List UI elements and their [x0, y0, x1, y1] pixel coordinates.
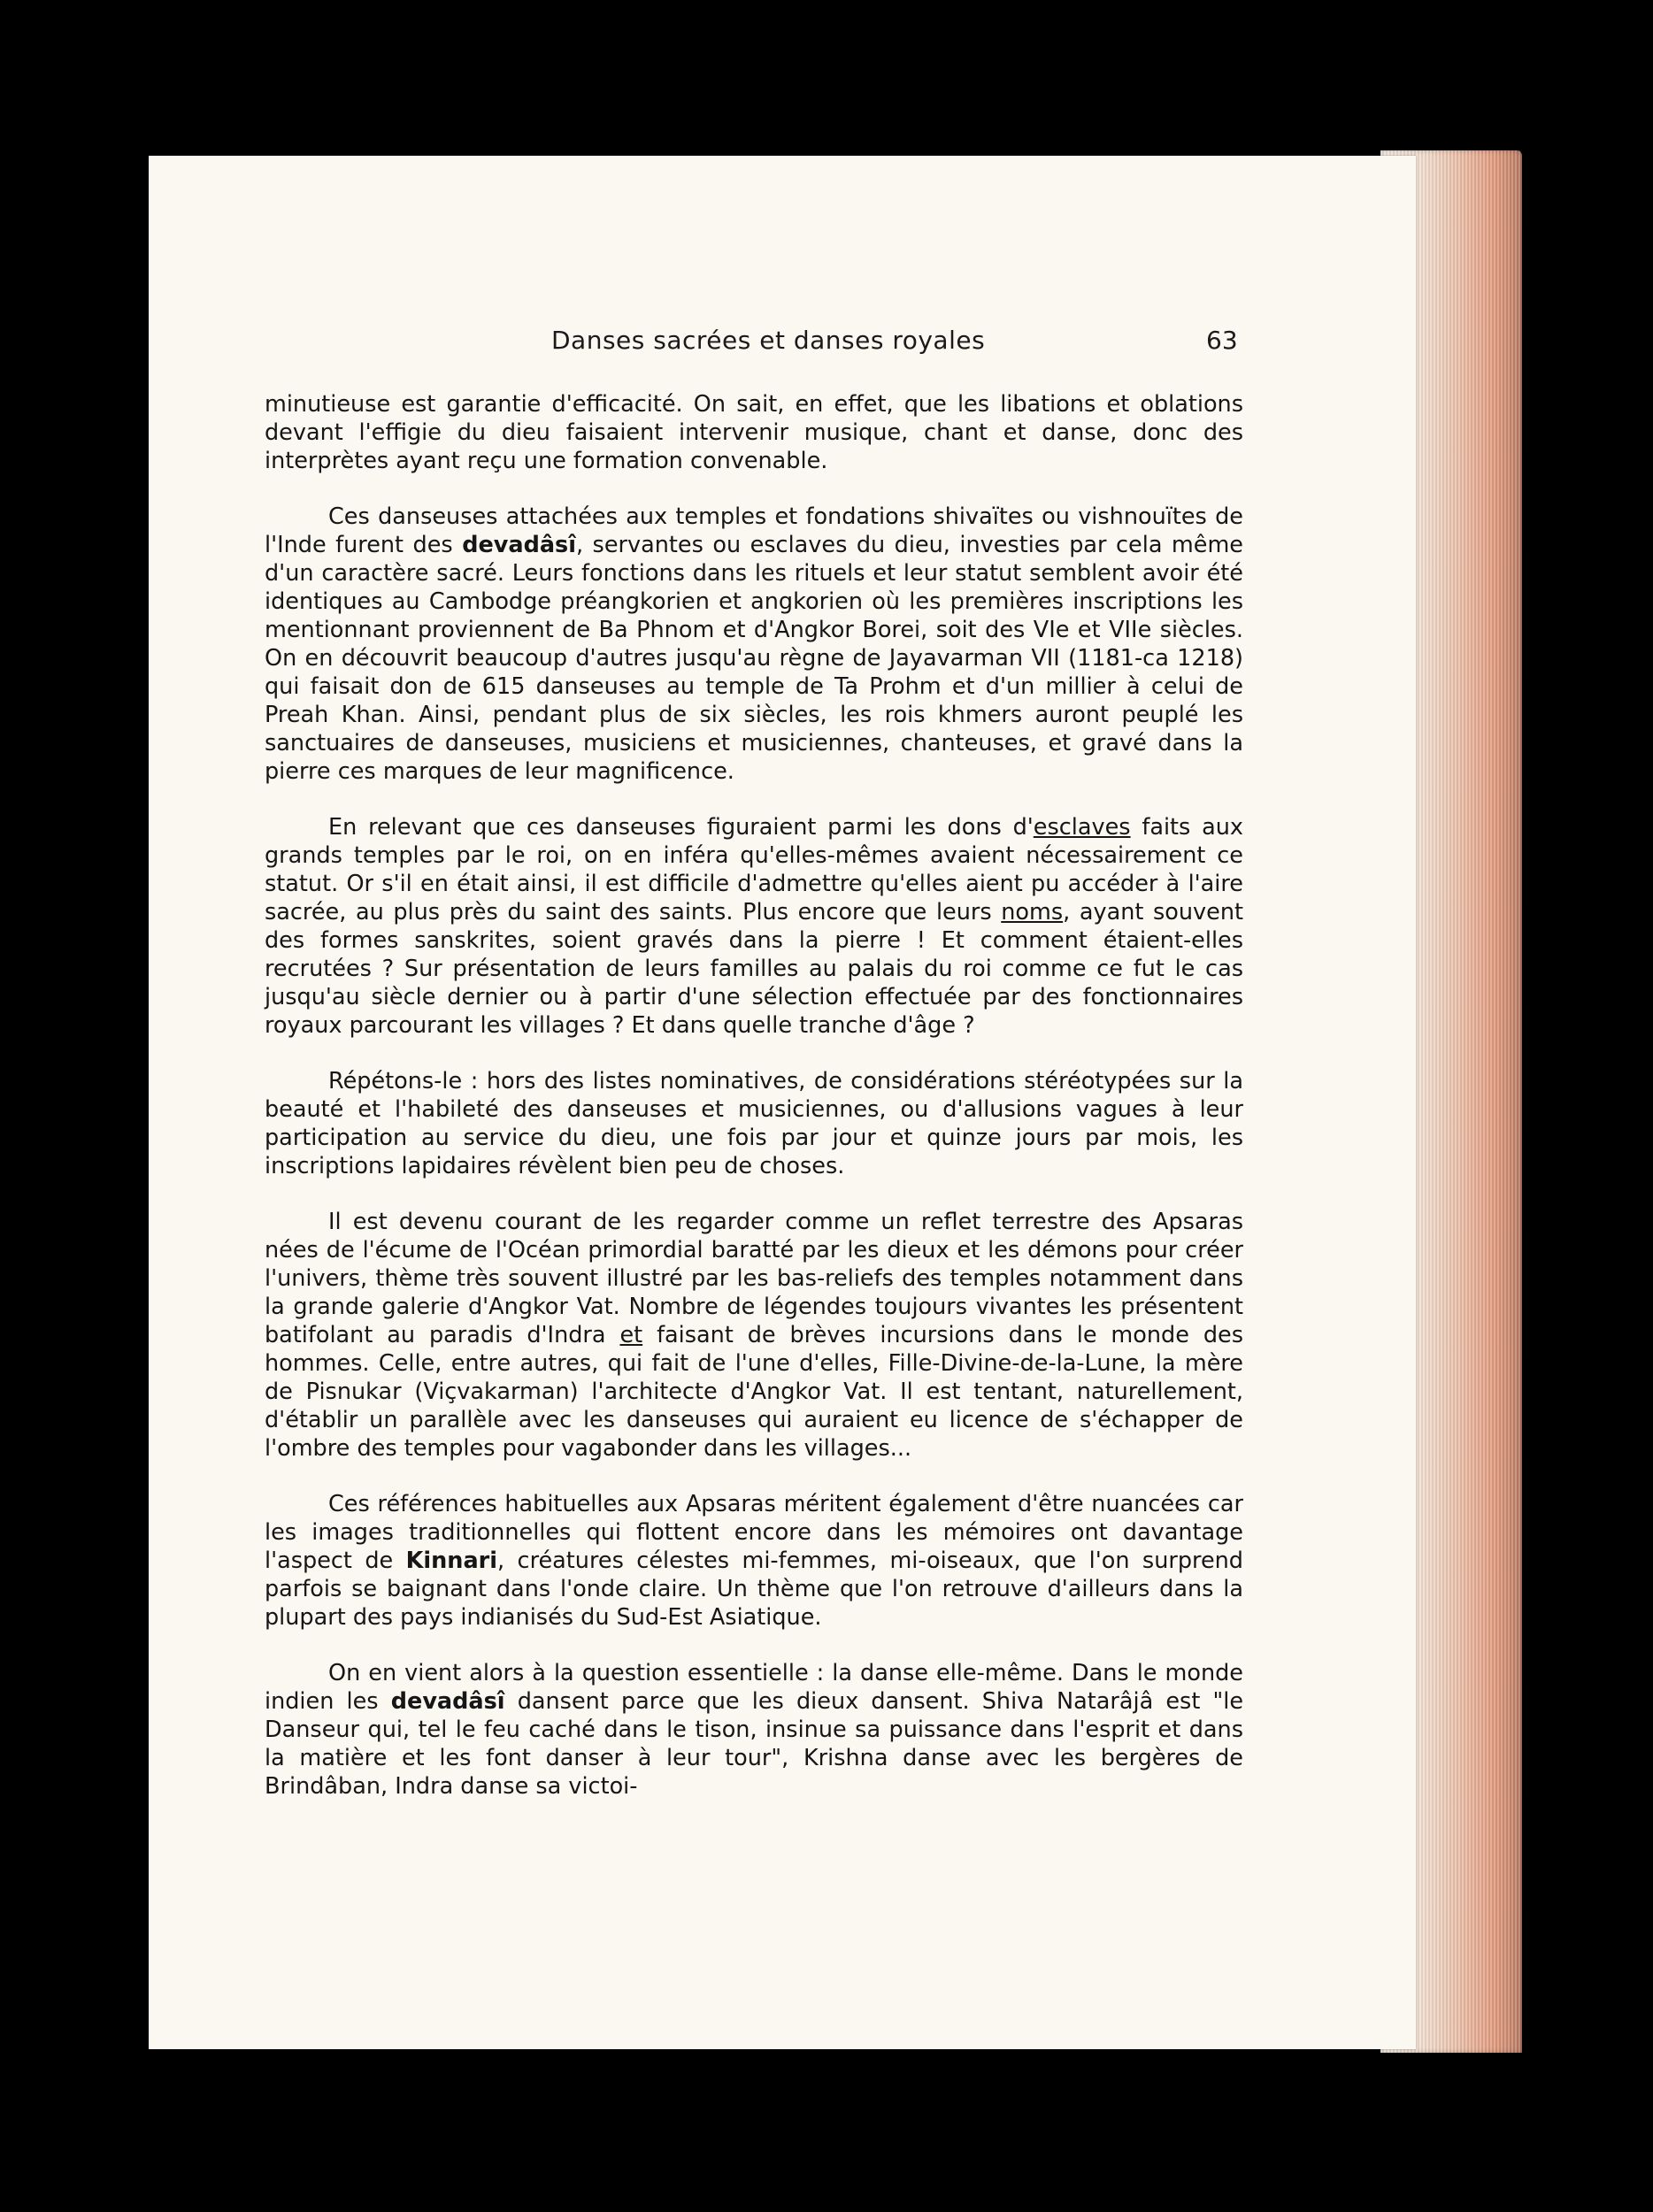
- paragraph-7: On en vient alors à la question essentielle : la danse elle-même. Dans le monde indien les devadâsî dansent parce que les dieux dansent. Shiva Natarâjâ est "le Danseur qui, tel le feu caché dans le tison, insinue sa puissance dans l'esprit et dans la matière et les font danser à leur tour", Krishna danse avec les bergères de Brindâban, Indra danse sa victoi-: [265, 1660, 1244, 1800]
- underlined-et: et: [619, 1322, 643, 1348]
- paragraph-5: Il est devenu courant de les regarder comme un reflet terrestre des Apsaras nées de l'écume de l'Océan primordial baratté par les dieux et les démons pour créer l'univers, thème très souvent illustré par les bas-reliefs des temples notamment dans la grande galerie d'Angkor Vat. Nombre de légendes toujours vivantes les présentent batifolant au paradis d'Indra et faisant de brèves incursions dans le monde des hommes. Celle, entre autres, qui fait de l'une d'elles, Fille-Divine-de-la-Lune, la mère de Pisnukar (Viçvakarman) l'architecte d'Angkor Vat. Il est tentant, naturellement, d'établir un parallèle avec les danseuses qui auraient eu licence de s'échapper de l'ombre des temples pour vagabonder dans les villages...: [265, 1209, 1243, 1462]
- paragraph-2: Ces danseuses attachées aux temples et fondations shivaïtes ou vishnouïtes de l'Inde furent des devadâsî, servantes ou esclaves du dieu, investies par cela même d'un caractère sacré. Leurs fonctions dans les rituels et leur statut semblent avoir été identiques au Cambodge préangkorien et angkorien où les premières inscriptions les mentionnant proviennent de Ba Phnom et d'Angkor Borei, soit des VIe et VIIe siècles. On en découvrit beaucoup d'autres jusqu'au règne de Jayavarman VII (1181-ca 1218) qui faisait don de 615 danseuses au temple de Ta Prohm et d'un millier à celui de Preah Khan. Ainsi, pendant plus de six siècles, les rois khmers auront peuplé les sanctuaires de danseuses, musiciens et musiciennes, chanteuses, et gravé dans la pierre ces marques de leur magnificence.: [265, 503, 1243, 785]
- term-devadasi: devadâsî: [462, 532, 576, 558]
- page-number: 63: [1206, 326, 1238, 355]
- underlined-noms: noms: [1001, 899, 1064, 926]
- body-text: [265, 390, 1243, 1828]
- term-kinnari: Kinnari: [405, 1548, 497, 1574]
- term-devadasi-2: devadâsî: [390, 1688, 505, 1715]
- paragraph-1: minutieuse est garantie d'efficacité. On sait, en effet, que les libations et oblations devant l'effigie du dieu faisaient intervenir musique, chant et danse, donc des interprètes ayant reçu une formation convenable.: [265, 391, 1243, 474]
- paragraph-3: En relevant que ces danseuses figuraient parmi les dons d'esclaves faits aux grands temples par le roi, on en inféra qu'elles-mêmes avaient nécessairement ce statut. Or s'il en était ainsi, il est difficile d'admettre qu'elles aient pu accéder à l'aire sacrée, au plus près du saint des saints. Plus encore que leurs noms, ayant souvent des formes sanskrites, soient gravés dans la pierre ! Et comment étaient-elles recrutées ? Sur présentation de leurs familles au palais du roi comme ce fut le cas jusqu'au siècle dernier ou à partir d'une sélection effectuée par des fonctionnaires royaux parcourant les villages ? Et dans quelle tranche d'âge ?: [265, 814, 1243, 1039]
- underlined-esclaves: esclaves: [1033, 814, 1131, 841]
- book-page: [149, 156, 1416, 2049]
- paragraph-4: Répétons-le : hors des listes nominatives, de considérations stéréotypées sur la beauté et l'habileté des danseuses et musiciennes, ou d'allusions vagues à leur participation au service du dieu, une fois par jour et quinze jours par mois, les inscriptions lapidaires révèlent bien peu de choses.: [265, 1068, 1243, 1179]
- page-header: [149, 326, 1416, 361]
- paragraph-6: Ces références habituelles aux Apsaras méritent également d'être nuancées car les images traditionnelles qui flottent encore dans les mémoires ont davantage l'aspect de Kinnari, créatures célestes mi-femmes, mi-oiseaux, que l'on surprend parfois se baignant dans l'onde claire. Un thème que l'on retrouve d'ailleurs dans la plupart des pays indianisés du Sud-Est Asiatique.: [265, 1491, 1243, 1631]
- running-title: Danses sacrées et danses royales: [551, 326, 986, 355]
